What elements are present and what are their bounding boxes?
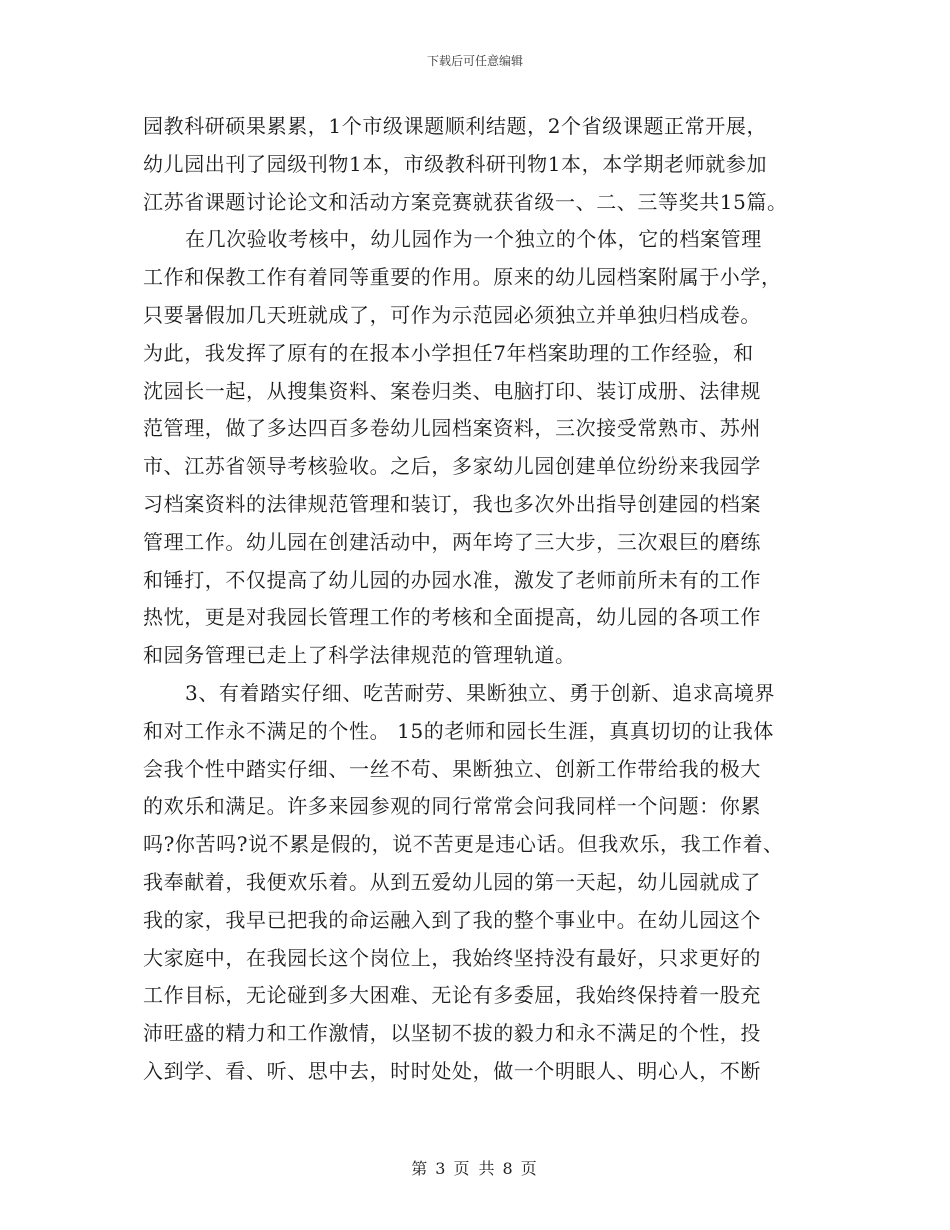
text-line: 管理工作。幼儿园在创建活动中，两年垮了三大步，三次艰巨的磨练 [143,529,761,554]
text-line: 入到学、看、听、思中去，时时处处，做一个明眼人、明心人，不断 [143,1058,761,1083]
text-line: 热忱，更是对我园长管理工作的考核和全面提高，幼儿园的各项工作 [143,605,761,630]
paragraph [143,675,833,1091]
text-line: 为此，我发挥了原有的在报本小学担任7年档案助理的工作经验，和 [143,340,754,365]
text-line: 3、有着踏实仔细、吃苦耐劳、果断独立、勇于创新、追求高境界 [185,680,776,705]
text-line: 吗?你苦吗?说不累是假的，说不苦更是违心话。但我欢乐，我工作着、 [143,832,784,857]
text-line: 沛旺盛的精力和工作激情，以坚韧不拔的毅力和永不满足的个性，投 [143,1021,761,1046]
page-label-suffix: 页 [520,1159,539,1178]
paragraph [143,221,833,675]
text-line: 工作目标，无论碰到多大困难、无论有多委屈，我始终保持着一股充 [143,983,761,1008]
text-line: 只要暑假加几天班就成了，可作为示范园必须独立并单独归档成卷。 [143,302,761,327]
text-line: 会我个性中踏实仔细、一丝不苟、果断独立、创新工作带给我的极大 [143,756,761,781]
text-line: 习档案资料的法律规范管理和装订，我也多次外出指导创建园的档案 [143,491,761,516]
document-body [143,108,833,1091]
text-line: 我的家，我早已把我的命运融入到了我的整个事业中。在幼儿园这个 [143,907,761,932]
text-line: 工作和保教工作有着同等重要的作用。原来的幼儿园档案附属于小学， [143,265,782,290]
text-line: 市、江苏省领导考核验收。之后，多家幼儿园创建单位纷纷来我园学 [143,454,761,479]
page-label-mid: 页 共 [453,1159,497,1178]
text-line: 范管理，做了多达四百多卷幼儿园档案资料，三次接受常熟市、苏州 [143,416,761,441]
text-line: 大家庭中，在我园长这个岗位上，我始终坚持没有最好，只求更好的 [143,945,761,970]
text-line: 和对工作永不满足的个性。 15的老师和园长生涯，真真切切的让我体 [143,718,775,743]
text-line: 和锤打，不仅提高了幼儿园的办园水准，激发了老师前所未有的工作 [143,567,761,592]
text-line: 园教科研硕果累累，1个市级课题顺利结题，2个省级课题正常开展， [143,114,768,138]
page-footer [0,1156,950,1179]
text-line: 幼儿园出刊了园级刊物1本，市级教科研刊物1本，本学期老师就参加 [143,151,768,176]
page-header: 下载后可任意编辑 [426,54,523,68]
text-line: 江苏省课题讨论论文和活动方案竞赛就获省级一、二、三等奖共15篇。 [143,189,788,214]
current-page-number: 3 [435,1159,448,1178]
text-line: 在几次验收考核中，幼儿园作为一个独立的个体，它的档案管理 [185,227,762,252]
paragraph [143,108,833,221]
page-label-prefix: 第 [411,1159,430,1178]
text-line: 我奉献着，我便欢乐着。从到五爱幼儿园的第一天起，幼儿园就成了 [143,869,761,894]
total-pages-number: 8 [502,1159,515,1178]
text-line: 的欢乐和满足。许多来园参观的同行常常会问我同样一个问题：你累 [143,794,761,819]
text-line: 和园务管理已走上了科学法律规范的管理轨道。 [143,643,576,668]
text-line: 沈园长一起，从搜集资料、案卷归类、电脑打印、装订成册、法律规 [143,378,761,403]
